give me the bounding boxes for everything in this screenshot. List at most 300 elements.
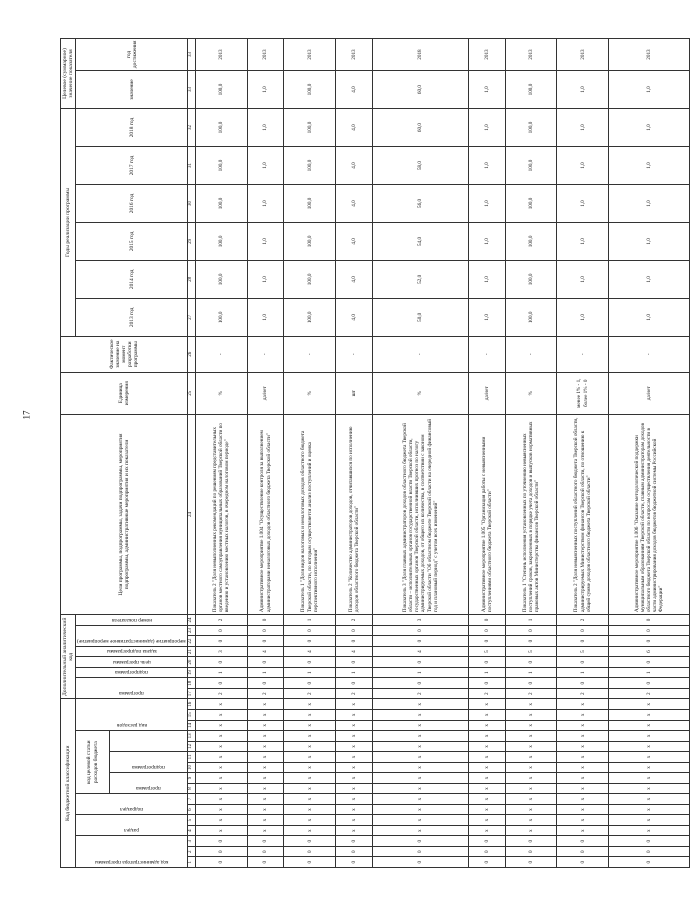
- code-cell: 0: [196, 636, 248, 647]
- code-cell: 0: [372, 836, 468, 847]
- header-description: Цели программы, подпрограммы, задачи подпрограммы, мероприятия подпрограммы, административные мероприятия и их показатели: [61, 414, 188, 614]
- code-cell: x: [372, 699, 468, 710]
- header-unit: Единица измерения: [61, 372, 188, 414]
- code-cell: x: [247, 804, 284, 815]
- code-cell: 0: [372, 625, 468, 636]
- code-cell: 0: [336, 836, 373, 847]
- description-cell: Административное мероприятие 1.006 "Оказание методологической поддержки муниципальным образованиям Тверской области, главным администраторам доходов областного бюджета Тверской области по вопросам осуществления деятельности в части администрирования доходов бюджетов бюджетной системы Российской Федерации": [609, 414, 690, 614]
- code-cell: x: [247, 794, 284, 805]
- code-cell: x: [284, 783, 336, 794]
- header-year-2016: 2016 год: [76, 184, 188, 222]
- target-value-cell: 100,0: [284, 71, 336, 109]
- code-cell: 0: [247, 625, 284, 636]
- code-cell: x: [609, 762, 690, 773]
- column-numbers-row: [188, 39, 196, 868]
- year-value-cell: 1,0: [468, 260, 505, 298]
- description-cell: Показатель 1 "Степень исполнения установленных по уточнению невыясненных поступлений сроков, закрепленных в порядке учета доходов и выпусков нормативных правовых актов Министерства финансов Тверской области": [505, 414, 557, 614]
- code-cell: x: [557, 783, 609, 794]
- code-cell: x: [505, 752, 557, 763]
- column-number: 24: [188, 615, 196, 626]
- year-value-cell: 4,0: [336, 109, 373, 147]
- year-value-cell: 4,0: [336, 184, 373, 222]
- description-cell: Показатель 2 "Доля невыясненных поступлений областного бюджета Тверской области, администрируемых Министерством финансов Тверской области, по отношению к общей сумме доходов областного бюджета Тверской области": [557, 414, 609, 614]
- code-cell: x: [372, 741, 468, 752]
- column-number: 22: [188, 636, 196, 647]
- code-cell: 2: [284, 688, 336, 699]
- target-value-cell: 100,0: [505, 71, 557, 109]
- code-cell: x: [557, 825, 609, 836]
- code-cell: 1: [609, 667, 690, 678]
- year-value-cell: 1,0: [247, 147, 284, 185]
- year-value-cell: 56,0: [372, 184, 468, 222]
- target-value-cell: 1,0: [468, 71, 505, 109]
- header-year-2017: 2017 год: [76, 147, 188, 185]
- target-value-cell: 4,0: [336, 71, 373, 109]
- code-cell: 0: [609, 836, 690, 847]
- code-cell: 2: [557, 615, 609, 626]
- header-col-goal: цель программы: [76, 657, 188, 668]
- code-cell: 1: [505, 615, 557, 626]
- header-article-program: программа: [109, 773, 187, 794]
- code-cell: 5: [505, 646, 557, 657]
- code-cell: x: [196, 804, 248, 815]
- table-row: [336, 39, 373, 868]
- column-number: 1: [188, 857, 196, 868]
- code-cell: 0: [557, 836, 609, 847]
- target-value-cell: 1,0: [557, 71, 609, 109]
- code-cell: 0: [284, 836, 336, 847]
- column-number: 20: [188, 657, 196, 668]
- year-value-cell: 1,0: [557, 184, 609, 222]
- program-table: [60, 38, 690, 868]
- header-year-2013: 2013 год: [76, 298, 188, 336]
- code-cell: 0: [336, 657, 373, 668]
- code-cell: 0: [284, 625, 336, 636]
- code-cell: 0: [557, 678, 609, 689]
- target-year-cell: 2013: [247, 39, 284, 71]
- code-cell: 0: [609, 678, 690, 689]
- program-table-rotated: [60, 38, 665, 868]
- code-cell: x: [372, 815, 468, 826]
- header-col-indicator: номер показателя: [76, 615, 188, 626]
- year-value-cell: 1,0: [468, 109, 505, 147]
- code-cell: x: [609, 804, 690, 815]
- column-number: 12: [188, 741, 196, 752]
- year-value-cell: 100,0: [505, 260, 557, 298]
- code-cell: 0: [468, 846, 505, 857]
- year-value-cell: 4,0: [336, 147, 373, 185]
- code-cell: 0: [505, 846, 557, 857]
- unit-cell: %: [505, 372, 557, 414]
- code-cell: x: [557, 794, 609, 805]
- code-cell: x: [468, 762, 505, 773]
- code-cell: x: [196, 783, 248, 794]
- code-cell: 0: [468, 636, 505, 647]
- year-value-cell: 1,0: [557, 298, 609, 336]
- code-cell: x: [468, 794, 505, 805]
- code-cell: 1: [284, 615, 336, 626]
- code-cell: x: [196, 710, 248, 721]
- unit-cell: да/нет: [247, 372, 284, 414]
- code-cell: 0: [372, 636, 468, 647]
- code-cell: x: [336, 783, 373, 794]
- code-cell: x: [557, 720, 609, 731]
- code-cell: x: [336, 731, 373, 742]
- year-value-cell: 1,0: [557, 109, 609, 147]
- header-vid-rashodov: вид расходов: [76, 699, 188, 731]
- code-cell: x: [284, 710, 336, 721]
- code-cell: 3: [196, 646, 248, 657]
- header-section: раздел: [76, 815, 188, 836]
- table-row: [372, 39, 468, 868]
- code-cell: 0: [609, 636, 690, 647]
- code-cell: x: [196, 731, 248, 742]
- code-cell: 1: [557, 667, 609, 678]
- code-cell: 0: [372, 678, 468, 689]
- code-cell: 0: [336, 857, 373, 868]
- code-cell: x: [284, 773, 336, 784]
- target-year-cell: 2013: [609, 39, 690, 71]
- code-cell: 0: [468, 857, 505, 868]
- code-cell: x: [468, 773, 505, 784]
- target-year-cell: 2013: [196, 39, 248, 71]
- header-target-value: значение: [76, 71, 188, 109]
- code-cell: 0: [247, 678, 284, 689]
- code-cell: 5: [557, 646, 609, 657]
- column-number: 2: [188, 846, 196, 857]
- code-cell: x: [336, 773, 373, 784]
- header-article-subprogram: подпрограмма: [109, 752, 187, 773]
- code-cell: 0: [336, 636, 373, 647]
- column-number: 32: [188, 109, 196, 147]
- code-cell: 1: [468, 667, 505, 678]
- year-value-cell: 100,0: [196, 298, 248, 336]
- code-cell: 3: [372, 615, 468, 626]
- column-number: 21: [188, 646, 196, 657]
- code-cell: 0: [336, 678, 373, 689]
- column-number: 8: [188, 783, 196, 794]
- actual-value-cell: -: [468, 336, 505, 372]
- code-cell: x: [505, 741, 557, 752]
- code-cell: x: [284, 762, 336, 773]
- code-cell: 0: [468, 615, 505, 626]
- code-cell: x: [336, 752, 373, 763]
- year-value-cell: 100,0: [196, 184, 248, 222]
- column-number: 19: [188, 667, 196, 678]
- code-cell: 0: [609, 615, 690, 626]
- header-year-2018: 2018 год: [76, 109, 188, 147]
- table-body: [196, 39, 690, 868]
- code-cell: 0: [557, 636, 609, 647]
- code-cell: x: [247, 741, 284, 752]
- code-cell: 1: [247, 667, 284, 678]
- year-value-cell: 60,0: [372, 109, 468, 147]
- code-cell: x: [284, 741, 336, 752]
- code-cell: x: [196, 773, 248, 784]
- year-value-cell: 100,0: [284, 222, 336, 260]
- code-cell: 0: [505, 625, 557, 636]
- column-number: 33: [188, 39, 196, 71]
- code-cell: 1: [284, 667, 336, 678]
- code-cell: x: [468, 720, 505, 731]
- table-row: [505, 39, 557, 868]
- header-article-direction: [109, 731, 187, 752]
- code-cell: x: [372, 773, 468, 784]
- actual-value-cell: -: [505, 336, 557, 372]
- header-years-group: Годы реализации программы: [61, 109, 76, 337]
- code-cell: 0: [196, 625, 248, 636]
- code-cell: 0: [505, 636, 557, 647]
- column-number: 25: [188, 372, 196, 414]
- year-value-cell: 1,0: [247, 109, 284, 147]
- column-number: 31: [188, 147, 196, 185]
- code-cell: x: [284, 825, 336, 836]
- code-cell: x: [557, 762, 609, 773]
- code-cell: 0: [336, 625, 373, 636]
- year-value-cell: 1,0: [557, 222, 609, 260]
- code-cell: x: [505, 731, 557, 742]
- code-cell: x: [609, 699, 690, 710]
- code-cell: 0: [557, 857, 609, 868]
- code-cell: x: [505, 762, 557, 773]
- header-admin-code: код администратора программы: [76, 836, 188, 868]
- code-cell: x: [557, 710, 609, 721]
- code-cell: x: [468, 825, 505, 836]
- code-cell: x: [557, 741, 609, 752]
- year-value-cell: 100,0: [284, 147, 336, 185]
- code-cell: 0: [557, 625, 609, 636]
- page-number: 17: [21, 410, 32, 420]
- header-subsection: подраздел: [76, 794, 188, 815]
- code-cell: 0: [372, 857, 468, 868]
- code-cell: 2: [336, 688, 373, 699]
- code-cell: 0: [284, 678, 336, 689]
- code-cell: x: [372, 794, 468, 805]
- code-cell: x: [609, 815, 690, 826]
- year-value-cell: 52,0: [372, 260, 468, 298]
- actual-value-cell: -: [372, 336, 468, 372]
- unit-cell: да/нет: [609, 372, 690, 414]
- code-cell: 0: [505, 678, 557, 689]
- column-number: 28: [188, 260, 196, 298]
- year-value-cell: 100,0: [196, 109, 248, 147]
- year-value-cell: 100,0: [505, 147, 557, 185]
- description-cell: Административное мероприятие 1.005 "Организация работы с невыясненными поступлениями областного бюджета Тверской области": [468, 414, 505, 614]
- year-value-cell: 1,0: [247, 222, 284, 260]
- code-cell: 0: [247, 636, 284, 647]
- code-cell: x: [336, 720, 373, 731]
- year-value-cell: 1,0: [247, 298, 284, 336]
- code-cell: x: [284, 804, 336, 815]
- code-cell: x: [468, 699, 505, 710]
- code-cell: x: [336, 710, 373, 721]
- actual-value-cell: -: [336, 336, 373, 372]
- code-cell: x: [609, 752, 690, 763]
- table-row: [468, 39, 505, 868]
- code-cell: x: [247, 762, 284, 773]
- code-cell: 0: [247, 857, 284, 868]
- code-cell: x: [505, 720, 557, 731]
- header-additional-code: Дополнительный аналитический код: [61, 615, 76, 699]
- column-number: 30: [188, 184, 196, 222]
- code-cell: 2: [505, 688, 557, 699]
- column-number: 15: [188, 710, 196, 721]
- code-cell: x: [247, 710, 284, 721]
- code-cell: x: [609, 720, 690, 731]
- code-cell: 2: [336, 615, 373, 626]
- code-cell: x: [336, 804, 373, 815]
- code-cell: x: [336, 741, 373, 752]
- code-cell: x: [557, 773, 609, 784]
- header-target-year: год достижения: [76, 39, 188, 71]
- code-cell: x: [336, 825, 373, 836]
- column-number: 10: [188, 762, 196, 773]
- code-cell: x: [372, 752, 468, 763]
- header-col-event: мероприятие (административное мероприятие): [76, 625, 188, 646]
- actual-value-cell: -: [557, 336, 609, 372]
- code-cell: x: [336, 699, 373, 710]
- code-cell: x: [196, 762, 248, 773]
- code-cell: x: [247, 783, 284, 794]
- code-cell: x: [505, 825, 557, 836]
- column-number: 23: [188, 625, 196, 636]
- code-cell: x: [284, 731, 336, 742]
- code-cell: 0: [505, 836, 557, 847]
- actual-value-cell: -: [609, 336, 690, 372]
- code-cell: 0: [284, 657, 336, 668]
- target-value-cell: 60,0: [372, 71, 468, 109]
- year-value-cell: 4,0: [336, 298, 373, 336]
- code-cell: x: [284, 815, 336, 826]
- code-cell: 2: [468, 688, 505, 699]
- header-target-article: код целевой статьи расходов бюджета: [76, 731, 110, 794]
- year-value-cell: 1,0: [609, 298, 690, 336]
- target-year-cell: 2013: [505, 39, 557, 71]
- table-row: [557, 39, 609, 868]
- code-cell: 0: [196, 846, 248, 857]
- column-number: 16: [188, 699, 196, 710]
- target-year-cell: 2018: [372, 39, 468, 71]
- code-cell: 0: [468, 836, 505, 847]
- code-cell: 0: [196, 657, 248, 668]
- code-cell: x: [557, 752, 609, 763]
- column-number: 26: [188, 336, 196, 372]
- year-value-cell: 4,0: [336, 222, 373, 260]
- code-cell: x: [468, 752, 505, 763]
- code-cell: 2: [557, 688, 609, 699]
- code-cell: x: [468, 804, 505, 815]
- code-cell: x: [196, 794, 248, 805]
- year-value-cell: 1,0: [609, 222, 690, 260]
- code-cell: x: [284, 720, 336, 731]
- code-cell: x: [609, 825, 690, 836]
- code-cell: x: [609, 741, 690, 752]
- code-cell: x: [247, 752, 284, 763]
- code-cell: 0: [609, 657, 690, 668]
- header-col-program: программа: [76, 678, 188, 699]
- year-value-cell: 4,0: [336, 260, 373, 298]
- code-cell: 0: [505, 657, 557, 668]
- code-cell: 0: [609, 857, 690, 868]
- unit-cell: шт: [336, 372, 373, 414]
- code-cell: 4: [336, 646, 373, 657]
- year-value-cell: 1,0: [609, 260, 690, 298]
- year-value-cell: 54,0: [372, 222, 468, 260]
- unit-cell: %: [196, 372, 248, 414]
- target-year-cell: 2013: [336, 39, 373, 71]
- code-cell: 1: [372, 667, 468, 678]
- code-cell: x: [247, 825, 284, 836]
- code-cell: x: [505, 773, 557, 784]
- code-cell: 6: [609, 646, 690, 657]
- year-value-cell: 100,0: [284, 260, 336, 298]
- target-year-cell: 2013: [557, 39, 609, 71]
- code-cell: x: [196, 825, 248, 836]
- unit-cell: менее 1% - 1, более 1% - 0: [557, 372, 609, 414]
- year-value-cell: 1,0: [557, 147, 609, 185]
- description-cell: Административное мероприятие 1.004 "Осуществление контроля за выполнением администраторами неналоговых доходов областного бюджета Тверской области": [247, 414, 284, 614]
- code-cell: 0: [247, 657, 284, 668]
- code-cell: x: [468, 731, 505, 742]
- code-cell: x: [336, 794, 373, 805]
- code-cell: 0: [468, 625, 505, 636]
- code-cell: x: [336, 815, 373, 826]
- code-cell: x: [284, 699, 336, 710]
- code-cell: 1: [196, 667, 248, 678]
- description-cell: Показатель 2 "Количество администраторов доходов, отчитавшихся по исполнению доходов областного бюджета Тверской области": [336, 414, 373, 614]
- column-number: 17: [188, 688, 196, 699]
- header-budget-class-code: Код бюджетной классификации: [61, 699, 76, 868]
- unit-cell: %: [284, 372, 336, 414]
- code-cell: x: [557, 815, 609, 826]
- code-cell: x: [247, 699, 284, 710]
- year-value-cell: 1,0: [557, 260, 609, 298]
- code-cell: x: [557, 731, 609, 742]
- description-cell: Показатель 2 "Доля невыполненных рекомендаций по решениям представительных органов местного самоуправления муниципальных образований Тверской области по введению и установлению местных налогов, в очередном налоговом периоде": [196, 414, 248, 614]
- code-cell: x: [609, 731, 690, 742]
- year-value-cell: 100,0: [284, 298, 336, 336]
- table-row: [284, 39, 336, 868]
- year-value-cell: 100,0: [196, 147, 248, 185]
- code-cell: x: [372, 731, 468, 742]
- code-cell: x: [247, 815, 284, 826]
- header-actual-value: Фактическое значение на момент разработки программы: [61, 336, 188, 372]
- code-cell: 0: [196, 857, 248, 868]
- year-value-cell: 1,0: [468, 147, 505, 185]
- column-number: 6: [188, 804, 196, 815]
- unit-cell: %: [372, 372, 468, 414]
- code-cell: 0: [336, 846, 373, 857]
- column-number: 11: [188, 752, 196, 763]
- target-value-cell: 1,0: [609, 71, 690, 109]
- code-cell: x: [336, 762, 373, 773]
- column-number: 13: [188, 731, 196, 742]
- column-number: 14: [188, 720, 196, 731]
- year-value-cell: 1,0: [468, 298, 505, 336]
- code-cell: x: [284, 752, 336, 763]
- year-value-cell: 100,0: [505, 298, 557, 336]
- code-cell: 2: [609, 688, 690, 699]
- code-cell: x: [196, 815, 248, 826]
- actual-value-cell: -: [247, 336, 284, 372]
- header-year-2014: 2014 год: [76, 260, 188, 298]
- year-value-cell: 1,0: [247, 260, 284, 298]
- code-cell: x: [247, 731, 284, 742]
- code-cell: x: [609, 710, 690, 721]
- code-cell: 0: [468, 678, 505, 689]
- header-target-group: Целевое (суммарное) значение показателя: [61, 39, 76, 109]
- code-cell: 0: [196, 678, 248, 689]
